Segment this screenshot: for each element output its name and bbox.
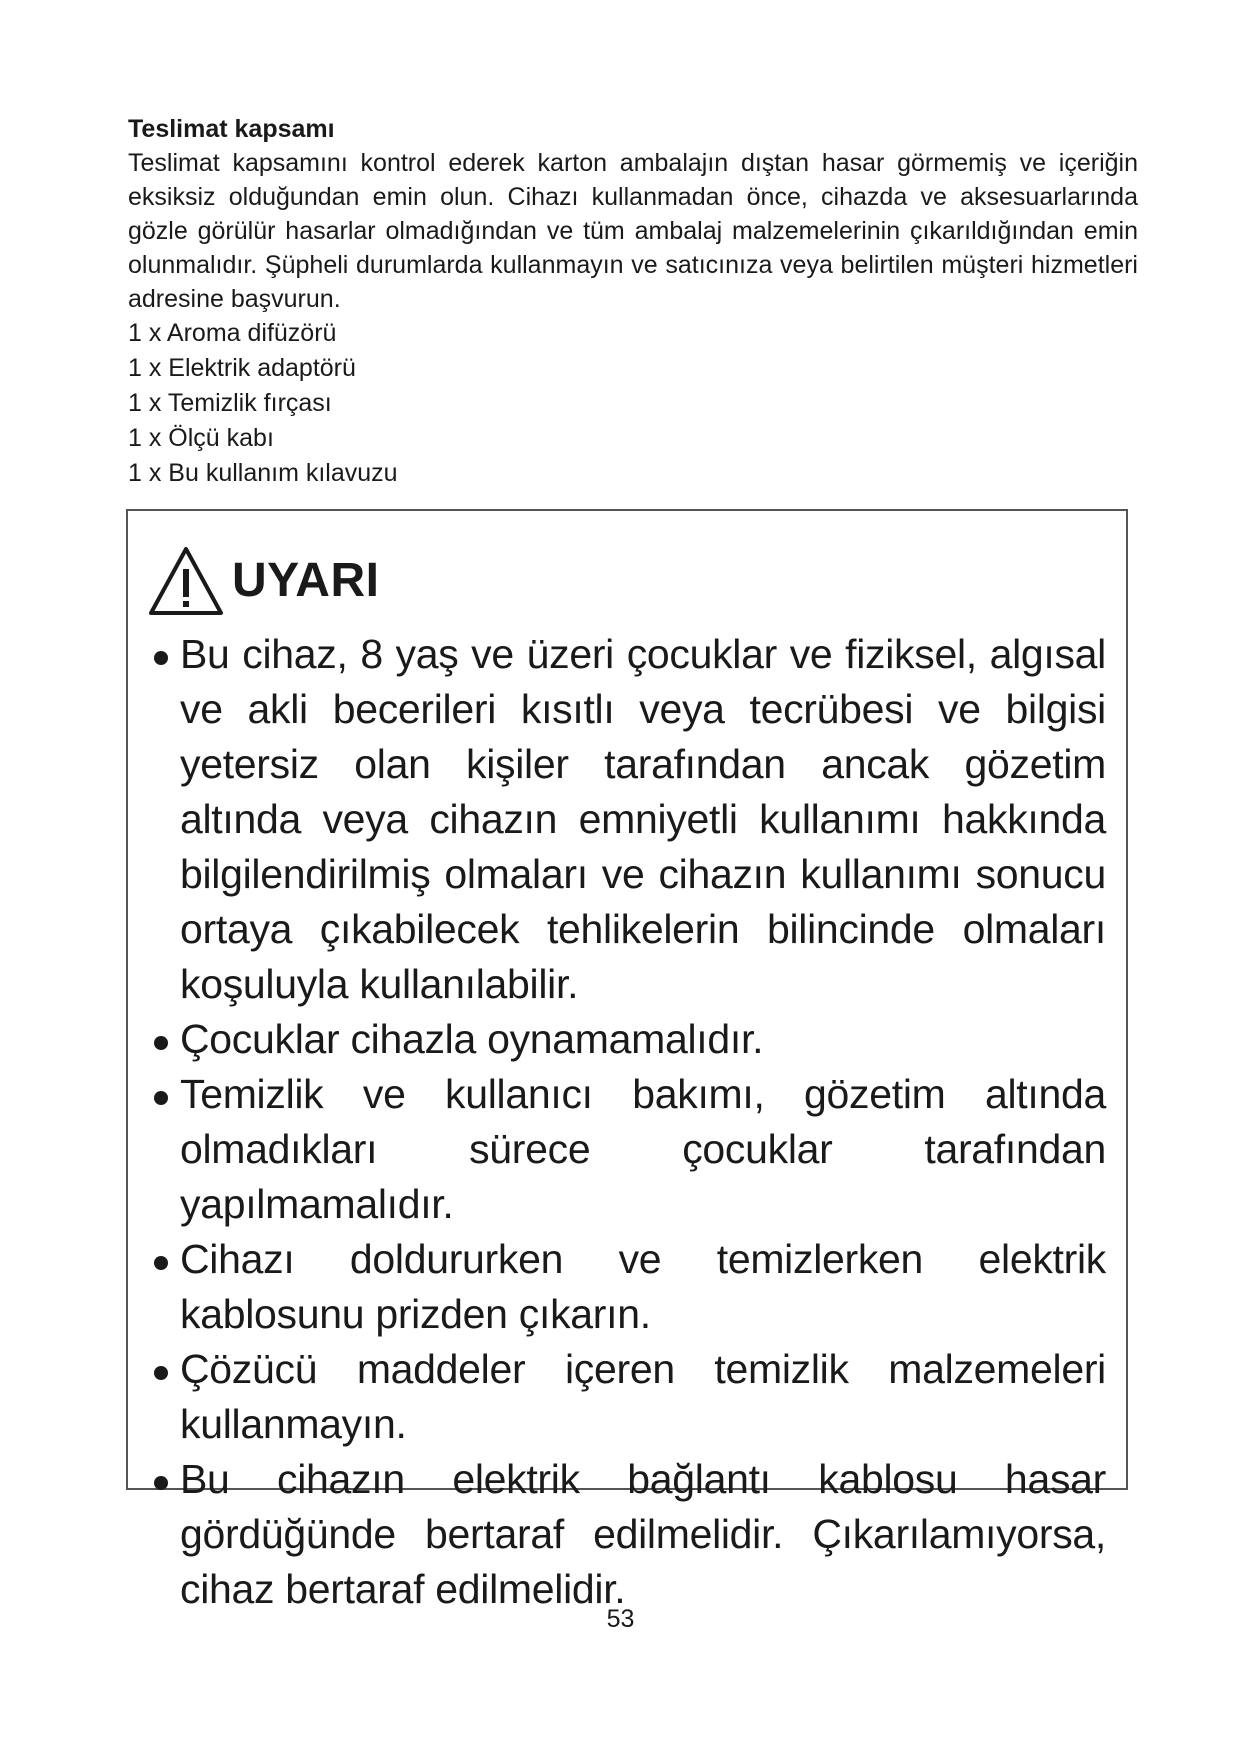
warning-item-text: Bu cihaz, 8 yaş ve üzeri çocuklar ve fiziksel, algısal ve akli becerileri kısıtlı veya tecrübesi ve bilgisi yetersiz olan kişiler tarafından ancak gözetim altında veya cihazın emniyetli kullanımı hakkında bilgilendirilmiş olmaları ve cihazın kullanımı sonucu ortaya çıkabilecek tehlikelerin bilincinde olmaları koşuluyla kullanılabilir.	[180, 631, 1106, 1007]
delivery-scope-section	[128, 112, 1138, 491]
contents-item: 1 x Elektrik adaptörü	[128, 354, 356, 382]
warning-item-text: Temizlik ve kullanıcı bakımı, gözetim altında olmadıkları sürece çocuklar tarafından yapılmamalıdır.	[180, 1071, 1106, 1227]
warning-item-text: Cihazı doldururken ve temizlerken elektrik kablosunu prizden çıkarın.	[180, 1236, 1106, 1337]
section-body: Teslimat kapsamını kontrol ederek karton ambalajın dıştan hasar görmemiş ve içeriğin eksiksiz olduğundan emin olun. Cihazı kullanmadan önce, cihazda ve aksesuarlarında gözle görülür hasarlar olmadığından ve tüm ambalaj malzemelerinin çıkarıldığından emin olunmalıdır. Şüpheli durumlarda kullanmayın ve satıcınıza veya belirtilen müşteri hizmetleri adresine başvurun.	[128, 149, 1138, 313]
contents-item: 1 x Temizlik fırçası	[128, 389, 332, 417]
warning-title: UYARI	[232, 554, 380, 607]
bullet-icon	[154, 651, 168, 665]
warning-item	[148, 1452, 1106, 1617]
bullet-icon	[154, 1091, 168, 1105]
warning-item-text: Bu cihazın elektrik bağlantı kablosu hasar gördüğünde bertaraf edilmelidir. Çıkarılamıyorsa, cihaz bertaraf edilmelidir.	[180, 1456, 1106, 1612]
bullet-icon	[154, 1036, 168, 1050]
warning-triangle-icon	[148, 545, 224, 617]
section-title: Teslimat kapsamı	[128, 115, 335, 143]
bullet-icon	[154, 1366, 168, 1380]
warning-box	[126, 509, 1128, 1612]
warning-item	[148, 1012, 1106, 1067]
warning-item	[148, 1232, 1106, 1342]
contents-item: 1 x Bu kullanım kılavuzu	[128, 459, 398, 487]
bullet-icon	[154, 1476, 168, 1490]
warning-item-text: Çocuklar cihazla oynamamalıdır.	[180, 1016, 764, 1062]
warning-item-text: Çözücü maddeler içeren temizlik malzemeleri kullanmayın.	[180, 1346, 1106, 1447]
contents-item: 1 x Ölçü kabı	[128, 424, 274, 452]
warning-item	[148, 1342, 1106, 1452]
warning-header	[148, 541, 1106, 621]
contents-item: 1 x Aroma difüzörü	[128, 319, 337, 347]
bullet-icon	[154, 1256, 168, 1270]
warning-item	[148, 627, 1106, 1012]
warning-item	[148, 1067, 1106, 1232]
page-number: 53	[606, 1605, 635, 1633]
contents-list	[128, 316, 1138, 491]
warning-list	[148, 627, 1106, 1617]
